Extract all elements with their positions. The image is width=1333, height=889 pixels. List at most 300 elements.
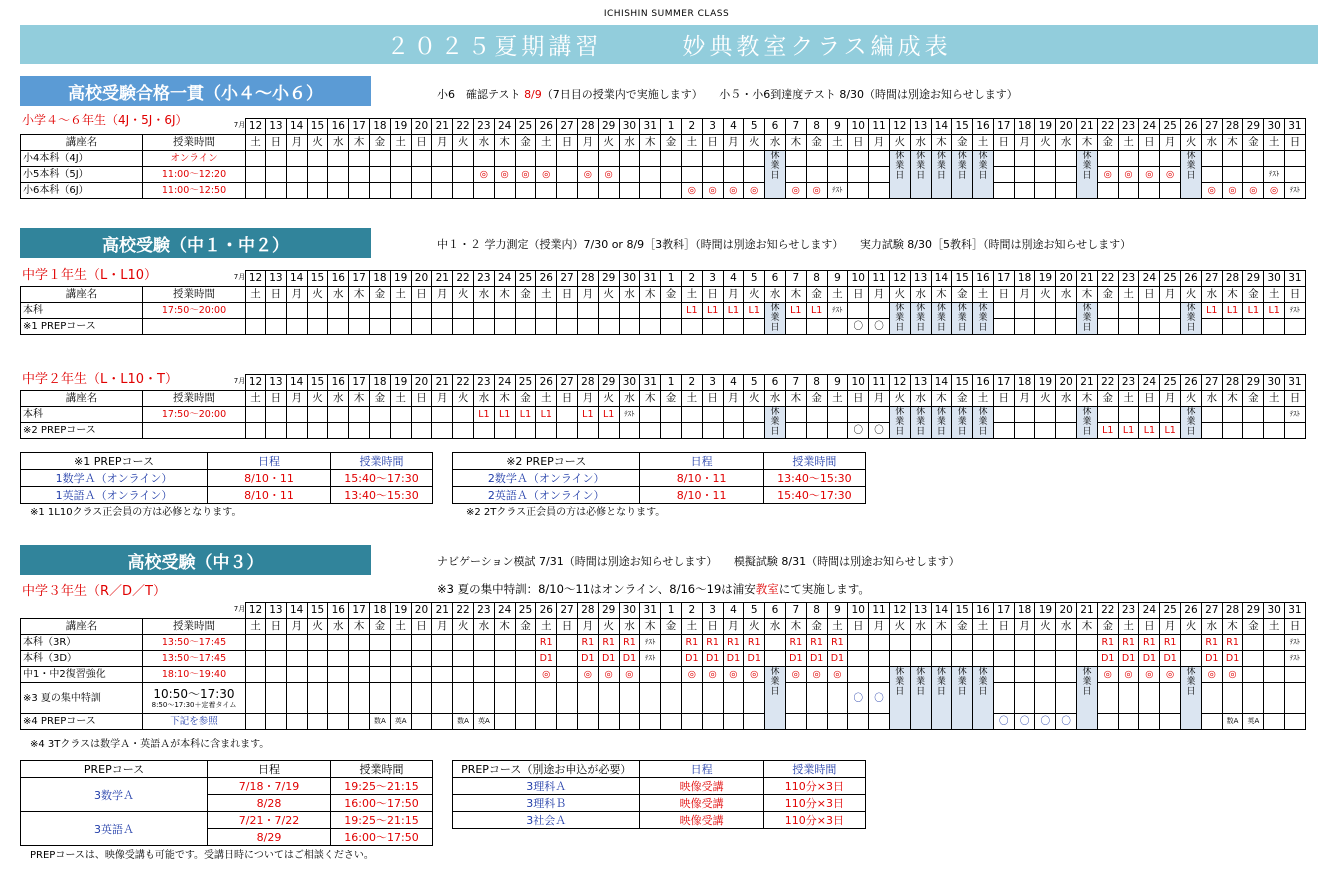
schedule-cell (1014, 319, 1035, 335)
schedule-cell (536, 303, 557, 319)
info-header-row (453, 453, 866, 470)
weekday-cell: 日 (702, 619, 723, 635)
schedule-cell (661, 151, 682, 167)
info-row (453, 795, 866, 812)
day-cell: 21 (1077, 375, 1098, 391)
schedule-cell (246, 683, 266, 714)
course-name: ※2 PREPコース (21, 423, 143, 439)
schedule-cell (515, 635, 536, 651)
day-cell: 17 (349, 375, 370, 391)
schedule-cell (1118, 183, 1139, 199)
course-time: 13:50〜17:45 (143, 651, 246, 667)
schedule-cell: 〇 (848, 423, 869, 439)
schedule-cell (494, 683, 515, 714)
weekday-cell: 火 (1035, 391, 1056, 407)
weekday-cell: 土 (681, 619, 702, 635)
schedule-cell (1222, 423, 1243, 439)
schedule-cell (369, 423, 390, 439)
schedule-cell (286, 167, 307, 183)
schedule-cell (266, 151, 287, 167)
schedule-cell: 〇 (869, 423, 890, 439)
schedule-cell (557, 303, 578, 319)
schedule-cell (453, 683, 474, 714)
schedule-cell (286, 151, 307, 167)
info-cell: 110分×3日 (763, 795, 865, 812)
day-cell: 8 (806, 271, 827, 287)
schedule-cell (744, 714, 765, 730)
title-banner (20, 25, 1318, 64)
schedule-cell (1097, 183, 1118, 199)
schedule-cell (557, 319, 578, 335)
weekday-cell: 月 (1014, 135, 1035, 151)
schedule-cell (640, 303, 661, 319)
schedule-cell: ◎ (1097, 667, 1118, 683)
weekday-cell: 水 (619, 135, 640, 151)
course-name: 本科（3R） (21, 635, 143, 651)
schedule-cell: ﾃｽﾄ (1285, 651, 1306, 667)
schedule-cell (993, 651, 1014, 667)
schedule-cell (1097, 319, 1118, 335)
schedule-cell: ﾃｽﾄ (827, 183, 848, 199)
schedule-cell (1056, 651, 1077, 667)
info-cell: 映像受講 (640, 812, 763, 829)
day-cell: 30 (1264, 375, 1285, 391)
weekday-cell: 金 (1097, 287, 1118, 303)
schedule-cell (411, 183, 432, 199)
day-cell: 25 (1160, 271, 1181, 287)
schedule-cell: ◎ (1139, 667, 1160, 683)
schedule-cell: ◎ (723, 667, 744, 683)
schedule-cell (598, 714, 619, 730)
holiday-cell: 休 業 日 (889, 407, 910, 439)
holiday-cell: 休 業 日 (765, 151, 786, 199)
day-cell: 18 (1014, 603, 1035, 619)
schedule-cell: D1 (681, 651, 702, 667)
day-cell: 11 (869, 603, 890, 619)
weekday-cell: 金 (806, 391, 827, 407)
schedule-cell (557, 651, 578, 667)
day-cell: 30 (619, 375, 640, 391)
schedule-cell: D1 (1160, 651, 1181, 667)
weekday-cell: 日 (411, 287, 432, 303)
schedule-cell: D1 (1222, 651, 1243, 667)
info-header: 授業時間 (331, 761, 433, 778)
info-cell: 8/10・11 (208, 470, 331, 487)
schedule-cell (848, 407, 869, 423)
weekday-cell: 土 (1118, 619, 1139, 635)
schedule-cell (640, 714, 661, 730)
day-cell: 25 (515, 603, 536, 619)
day-cell: 13 (266, 375, 287, 391)
weekday-cell: 水 (765, 619, 786, 635)
day-cell: 25 (1160, 119, 1181, 135)
schedule-cell (432, 407, 453, 423)
weekday-cell: 木 (494, 391, 515, 407)
day-cell: 24 (1139, 271, 1160, 287)
info-header: 授業時間 (331, 453, 433, 470)
weekday-cell: 金 (369, 287, 390, 303)
day-cell: 19 (1035, 375, 1056, 391)
info-cell: 8/10・11 (208, 487, 331, 504)
day-cell: 3 (702, 271, 723, 287)
day-cell: 24 (494, 271, 515, 287)
schedule-cell: L1 (1118, 423, 1139, 439)
day-cell: 31 (640, 271, 661, 287)
schedule-cell (453, 667, 474, 683)
weekday-cell: 水 (1201, 287, 1222, 303)
day-cell: 26 (1181, 375, 1202, 391)
schedule-cell (515, 303, 536, 319)
column-header-time: 授業時間 (143, 287, 246, 303)
holiday-cell: 休 業 日 (889, 667, 910, 730)
holiday-cell: 休 業 日 (931, 303, 952, 335)
day-cell: 20 (1056, 271, 1077, 287)
schedule-cell (536, 714, 557, 730)
weekday-cell: 金 (661, 619, 682, 635)
schedule-cell (869, 651, 890, 667)
day-cell: 28 (577, 603, 598, 619)
day-cell: 3 (702, 375, 723, 391)
schedule-cell (993, 151, 1014, 167)
schedule-cell (1035, 183, 1056, 199)
weekday-cell: 水 (473, 135, 494, 151)
day-cell: 28 (1222, 271, 1243, 287)
schedule-cell (1118, 303, 1139, 319)
schedule-cell (1056, 319, 1077, 335)
schedule-cell (411, 651, 432, 667)
weekday-cell: 水 (1056, 287, 1077, 303)
schedule-cell (369, 303, 390, 319)
schedule-cell (869, 407, 890, 423)
schedule-cell (349, 423, 370, 439)
schedule-cell: ◎ (1201, 183, 1222, 199)
course-time (143, 319, 246, 335)
schedule-cell (1139, 319, 1160, 335)
schedule-cell (848, 151, 869, 167)
schedule-cell (744, 167, 765, 183)
weekday-cell: 水 (619, 391, 640, 407)
schedule-cell (661, 183, 682, 199)
info-row (21, 487, 433, 504)
schedule-cell (619, 714, 640, 730)
info-header: 授業時間 (763, 453, 865, 470)
schedule-cell (681, 167, 702, 183)
holiday-cell: 休 業 日 (952, 667, 973, 730)
schedule-cell (1056, 635, 1077, 651)
schedule-cell (1243, 423, 1264, 439)
schedule-cell (1243, 319, 1264, 335)
schedule-cell: 〇 (1014, 714, 1035, 730)
schedule-cell (1222, 407, 1243, 423)
course-time: 10:50〜17:30 8:50〜17:30＋定着タイム (143, 683, 246, 714)
schedule-cell: L1 (1243, 303, 1264, 319)
day-cell: 22 (453, 271, 474, 287)
schedule-cell (723, 151, 744, 167)
schedule-cell: L1 (702, 303, 723, 319)
schedule-cell (349, 319, 370, 335)
holiday-cell: 休 業 日 (952, 303, 973, 335)
day-cell: 17 (993, 603, 1014, 619)
schedule-cell (661, 167, 682, 183)
schedule-cell (307, 407, 328, 423)
day-cell: 22 (453, 119, 474, 135)
day-cell: 19 (390, 375, 411, 391)
info-cell: 2英語Ａ（オンライン） (453, 487, 640, 504)
day-cell: 10 (848, 375, 869, 391)
weekday-cell: 火 (598, 391, 619, 407)
section2-note: 中１・２ 学力測定（授業内）7/30 or 8/9［3教科］（時間は別途お知らせします） 実力試験 8/30［5教科］（時間は別途お知らせします） (437, 238, 1132, 251)
schedule-cell: R1 (744, 635, 765, 651)
weekday-cell: 火 (307, 135, 328, 151)
schedule-cell (931, 651, 952, 667)
schedule-cell (1014, 183, 1035, 199)
schedule-cell (349, 651, 370, 667)
holiday-cell: 休 業 日 (765, 303, 786, 335)
schedule-cell (598, 183, 619, 199)
schedule-cell (349, 183, 370, 199)
day-cell: 10 (848, 271, 869, 287)
schedule-cell: ﾃｽﾄ (640, 651, 661, 667)
holiday-cell: 休 業 日 (910, 303, 931, 335)
course-name: ※3 夏の集中特訓 (21, 683, 143, 714)
schedule-cell: D1 (806, 651, 827, 667)
schedule-cell (993, 183, 1014, 199)
weekday-cell: 金 (1243, 391, 1264, 407)
schedule-cell (1056, 667, 1077, 683)
weekday-cell: 火 (598, 619, 619, 635)
day-cell: 23 (473, 603, 494, 619)
schedule-cell (1139, 407, 1160, 423)
weekday-cell: 日 (993, 287, 1014, 303)
weekday-cell: 土 (973, 287, 994, 303)
schedule-cell (681, 423, 702, 439)
course-name: 本科 (21, 407, 143, 423)
schedule-cell: R1 (1139, 635, 1160, 651)
weekday-cell: 金 (952, 391, 973, 407)
schedule-cell (246, 423, 266, 439)
schedule-cell: R1 (702, 635, 723, 651)
schedule-cell (557, 183, 578, 199)
weekday-cell: 月 (1160, 619, 1181, 635)
schedule-cell (1243, 635, 1264, 651)
weekday-cell: 日 (848, 287, 869, 303)
weekday-cell: 火 (889, 135, 910, 151)
schedule-cell: L1 (1097, 423, 1118, 439)
schedule-cell: ◎ (681, 183, 702, 199)
schedule-cell (369, 667, 390, 683)
day-cell: 3 (702, 603, 723, 619)
schedule-cell (1264, 151, 1285, 167)
schedule-cell (286, 303, 307, 319)
weekday-cell: 金 (369, 619, 390, 635)
schedule-cell (1056, 183, 1077, 199)
weekday-cell: 月 (1014, 391, 1035, 407)
weekday-cell: 土 (973, 619, 994, 635)
course-time: 13:50〜17:45 (143, 635, 246, 651)
schedule-cell (993, 319, 1014, 335)
schedule-cell (1035, 167, 1056, 183)
schedule-cell (661, 319, 682, 335)
banner-title-left: ２０２５夏期講習 (386, 34, 603, 60)
schedule-cell (702, 423, 723, 439)
day-cell: 16 (328, 375, 349, 391)
day-cell: 17 (993, 271, 1014, 287)
weekday-cell: 月 (1160, 391, 1181, 407)
schedule-cell (1139, 183, 1160, 199)
day-cell: 7月 12 (246, 375, 266, 391)
schedule-cell (349, 167, 370, 183)
schedule-cell (536, 683, 557, 714)
banner-title-right: 妙典教室クラス編成表 (682, 34, 952, 60)
schedule-cell (266, 303, 287, 319)
schedule-cell (1201, 407, 1222, 423)
day-cell: 20 (411, 603, 432, 619)
weekday-cell: 日 (557, 135, 578, 151)
weekday-cell: 火 (453, 135, 474, 151)
weekday-cell: 月 (1160, 287, 1181, 303)
schedule-cell (266, 407, 287, 423)
info-row (21, 812, 433, 829)
schedule-cell (1014, 303, 1035, 319)
schedule-cell: ﾃｽﾄ (1285, 407, 1306, 423)
weekday-cell: 火 (744, 391, 765, 407)
weekday-cell: 土 (681, 391, 702, 407)
schedule-cell (307, 183, 328, 199)
schedule-cell (993, 683, 1014, 714)
schedule-cell (494, 714, 515, 730)
course-name: 小4本科（4J） (21, 151, 143, 167)
course-time: 11:00〜12:50 (143, 183, 246, 199)
day-cell: 15 (952, 271, 973, 287)
day-cell: 29 (598, 375, 619, 391)
schedule-cell (494, 319, 515, 335)
section1-subtitle: 小学４〜６年生（4J・5J・6J） (22, 113, 188, 127)
schedule-cell (1285, 714, 1306, 730)
schedule-cell (328, 423, 349, 439)
weekday-cell: 月 (286, 287, 307, 303)
day-cell: 29 (598, 119, 619, 135)
schedule-cell (827, 151, 848, 167)
column-header-course: 講座名 (21, 287, 143, 303)
schedule-cell (744, 319, 765, 335)
day-cell: 25 (1160, 375, 1181, 391)
schedule-cell (827, 319, 848, 335)
schedule-cell (1264, 319, 1285, 335)
weekday-cell: 水 (765, 135, 786, 151)
schedule-cell: ◎ (785, 667, 806, 683)
weekday-cell: 金 (515, 287, 536, 303)
schedule-cell (432, 167, 453, 183)
schedule-cell (1285, 683, 1306, 714)
day-cell: 15 (952, 119, 973, 135)
schedule-cell (577, 423, 598, 439)
schedule-cell (806, 683, 827, 714)
schedule-cell (411, 714, 432, 730)
schedule-cell: ◎ (1118, 667, 1139, 683)
schedule-cell: 数A (1222, 714, 1243, 730)
info-row (21, 470, 433, 487)
weekday-cell: 火 (889, 287, 910, 303)
weekday-cell: 日 (266, 135, 287, 151)
weekday-cell: 土 (536, 619, 557, 635)
schedule-cell (390, 651, 411, 667)
schedule-cell (1118, 714, 1139, 730)
day-cell: 16 (328, 603, 349, 619)
schedule-cell: ◎ (681, 667, 702, 683)
day-cell: 17 (993, 375, 1014, 391)
weekday-cell: 土 (1264, 135, 1285, 151)
day-cell: 19 (1035, 119, 1056, 135)
schedule-cell (1201, 423, 1222, 439)
schedule-cell: L1 (473, 407, 494, 423)
schedule-cell (661, 683, 682, 714)
schedule-cell (307, 714, 328, 730)
schedule-cell (411, 635, 432, 651)
schedule-cell (661, 714, 682, 730)
schedule-cell (681, 683, 702, 714)
schedule-cell (640, 667, 661, 683)
info-cell: 8/29 (208, 829, 331, 846)
schedule-cell (1097, 714, 1118, 730)
schedule-cell (328, 635, 349, 651)
holiday-cell: 休 業 日 (1181, 667, 1202, 730)
day-cell: 3 (702, 119, 723, 135)
schedule-cell (432, 151, 453, 167)
schedule-cell (619, 303, 640, 319)
weekday-cell: 水 (910, 287, 931, 303)
schedule-cell (1243, 651, 1264, 667)
schedule-cell (349, 303, 370, 319)
day-cell: 30 (1264, 119, 1285, 135)
day-cell: 12 (889, 375, 910, 391)
day-cell: 21 (432, 271, 453, 287)
schedule-cell (1056, 167, 1077, 183)
info-cell: 2数学Ａ（オンライン） (453, 470, 640, 487)
day-cell: 5 (744, 271, 765, 287)
weekday-cell: 日 (411, 135, 432, 151)
day-cell: 12 (889, 119, 910, 135)
weekday-cell: 日 (266, 619, 287, 635)
schedule-cell: 英A (473, 714, 494, 730)
day-cell: 14 (931, 603, 952, 619)
schedule-cell (806, 423, 827, 439)
schedule-cell (494, 423, 515, 439)
table-row (21, 651, 1306, 667)
weekday-cell: 木 (1077, 135, 1098, 151)
day-cell: 15 (307, 603, 328, 619)
day-cell: 19 (390, 271, 411, 287)
schedule-cell (1222, 319, 1243, 335)
weekday-cell: 水 (910, 619, 931, 635)
weekday-cell: 木 (640, 391, 661, 407)
day-cell: 16 (973, 119, 994, 135)
schedule-cell (681, 151, 702, 167)
info-row (453, 778, 866, 795)
grade1-schedule-table (20, 270, 1306, 335)
weekday-cell: 木 (349, 391, 370, 407)
weekday-cell: 日 (1139, 287, 1160, 303)
weekday-cell: 月 (869, 619, 890, 635)
weekday-cell: 月 (286, 619, 307, 635)
schedule-cell (1160, 714, 1181, 730)
day-cell: 8 (806, 603, 827, 619)
info-cell: 19:25〜21:15 (331, 812, 433, 829)
day-cell: 26 (536, 119, 557, 135)
schedule-cell (1201, 683, 1222, 714)
weekday-cell: 月 (577, 287, 598, 303)
day-cell: 23 (473, 119, 494, 135)
schedule-cell (1264, 423, 1285, 439)
